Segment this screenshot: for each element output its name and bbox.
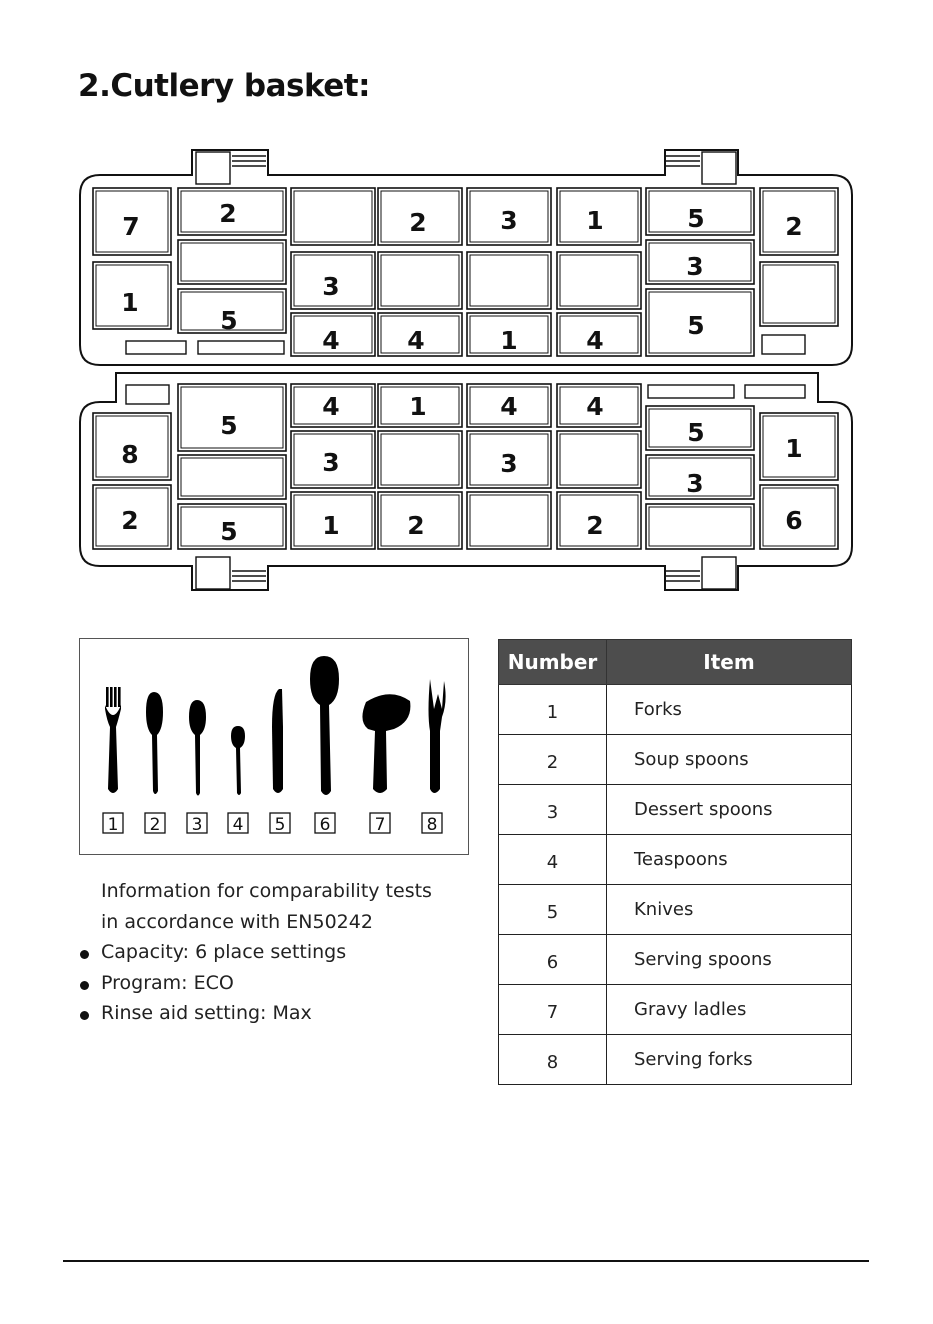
compartment-number: 2 <box>121 506 139 535</box>
soup-spoon-icon <box>146 692 163 794</box>
info-line: Information for comparability tests <box>101 880 432 902</box>
row-item: Knives <box>607 885 852 935</box>
bullet-program: Program: ECO <box>78 968 432 999</box>
cutlery-legend <box>79 638 469 855</box>
info-line: in accordance with EN50242 <box>101 910 373 933</box>
header-number: Number <box>499 640 607 685</box>
legend-number: 5 <box>274 815 286 835</box>
row-number: 1 <box>499 685 607 735</box>
compartment-number: 2 <box>785 212 803 241</box>
row-number: 5 <box>499 885 607 935</box>
compartment-number: 3 <box>686 252 704 281</box>
compartment-number: 4 <box>407 326 425 355</box>
basket-compartment <box>467 252 551 309</box>
compartment-number: 3 <box>500 449 518 478</box>
compartment-number: 4 <box>500 392 518 421</box>
table-row <box>499 935 852 985</box>
bullet-rinse-aid: Rinse aid setting: Max <box>78 998 432 1029</box>
legend-number: 7 <box>374 815 386 835</box>
basket-compartment <box>178 240 286 284</box>
compartment-number: 2 <box>407 511 425 540</box>
row-item: Forks <box>607 685 852 735</box>
handle-slot <box>126 385 169 404</box>
compartment-number: 1 <box>322 511 340 540</box>
compartment-number: 1 <box>785 434 803 463</box>
compartment-number: 4 <box>322 326 340 355</box>
compartment-number: 8 <box>121 440 139 469</box>
basket-compartment <box>557 431 641 488</box>
gravy-ladle-icon <box>362 694 410 793</box>
serving-spoon-icon <box>310 656 339 795</box>
basket-compartment <box>760 262 838 326</box>
handle-slot <box>198 341 284 354</box>
header-item: Item <box>607 640 852 685</box>
table-row <box>499 1035 852 1085</box>
legend-number: 2 <box>149 815 161 835</box>
table-row <box>499 685 852 735</box>
row-item: Serving forks <box>607 1035 852 1085</box>
basket-compartment <box>467 492 551 549</box>
teaspoon-icon <box>231 726 245 795</box>
legend-number: 8 <box>426 815 438 835</box>
compartment-number: 5 <box>220 517 238 546</box>
compartment-number: 1 <box>121 288 139 317</box>
basket-compartment <box>646 504 754 549</box>
legend-number: 6 <box>319 815 331 835</box>
compartment-number: 5 <box>220 411 238 440</box>
row-item: Gravy ladles <box>607 985 852 1035</box>
serving-fork-icon <box>429 679 446 793</box>
compartment-number: 3 <box>322 272 340 301</box>
items-table <box>498 639 852 1085</box>
table-row <box>499 735 852 785</box>
row-number: 4 <box>499 835 607 885</box>
row-number: 7 <box>499 985 607 1035</box>
compartment-number: 1 <box>409 392 427 421</box>
compartment-number: 1 <box>500 326 518 355</box>
basket-compartment <box>291 188 375 245</box>
row-item: Teaspoons <box>607 835 852 885</box>
compartment-number: 6 <box>785 506 803 535</box>
table-header-row <box>499 640 852 685</box>
row-number: 2 <box>499 735 607 785</box>
table-row <box>499 985 852 1035</box>
handle-slot <box>126 341 186 354</box>
table-row <box>499 835 852 885</box>
basket-compartment <box>557 252 641 309</box>
basket-compartment <box>378 252 462 309</box>
compartment-number: 3 <box>500 206 518 235</box>
legend-number: 4 <box>232 815 244 835</box>
compartment-number: 5 <box>687 311 705 340</box>
compartment-number: 5 <box>687 204 705 233</box>
compartment-number: 4 <box>586 326 604 355</box>
row-item: Soup spoons <box>607 735 852 785</box>
knife-icon <box>272 689 283 793</box>
handle-slot <box>745 385 805 398</box>
row-item: Serving spoons <box>607 935 852 985</box>
compartment-number: 5 <box>687 418 705 447</box>
basket-compartment <box>178 455 286 499</box>
legend-number: 1 <box>107 815 119 835</box>
compartment-number: 4 <box>322 392 340 421</box>
row-number: 8 <box>499 1035 607 1085</box>
compartment-number: 3 <box>322 448 340 477</box>
compartment-number: 4 <box>586 392 604 421</box>
compartment-number: 3 <box>686 469 704 498</box>
footer-rule <box>63 1260 869 1262</box>
row-item: Dessert spoons <box>607 785 852 835</box>
handle-slot <box>762 335 805 354</box>
comparability-info <box>78 876 432 1029</box>
page-title: 2.Cutlery basket: <box>78 68 371 104</box>
compartment-number: 5 <box>220 306 238 335</box>
compartment-number: 2 <box>586 511 604 540</box>
compartment-number: 1 <box>586 206 604 235</box>
table-row <box>499 785 852 835</box>
cutlery-basket-diagram <box>0 0 933 600</box>
compartment-number: 7 <box>122 212 140 241</box>
fork-icon <box>105 687 121 793</box>
row-number: 3 <box>499 785 607 835</box>
handle-slot <box>648 385 734 398</box>
table-row <box>499 885 852 935</box>
row-number: 6 <box>499 935 607 985</box>
legend-number: 3 <box>191 815 203 835</box>
basket-compartment <box>378 431 462 488</box>
dessert-spoon-icon <box>189 700 206 796</box>
compartment-number: 2 <box>219 199 237 228</box>
cutlery-icons <box>80 639 470 856</box>
bullet-capacity: Capacity: 6 place settings <box>78 937 432 968</box>
compartment-number: 2 <box>409 208 427 237</box>
